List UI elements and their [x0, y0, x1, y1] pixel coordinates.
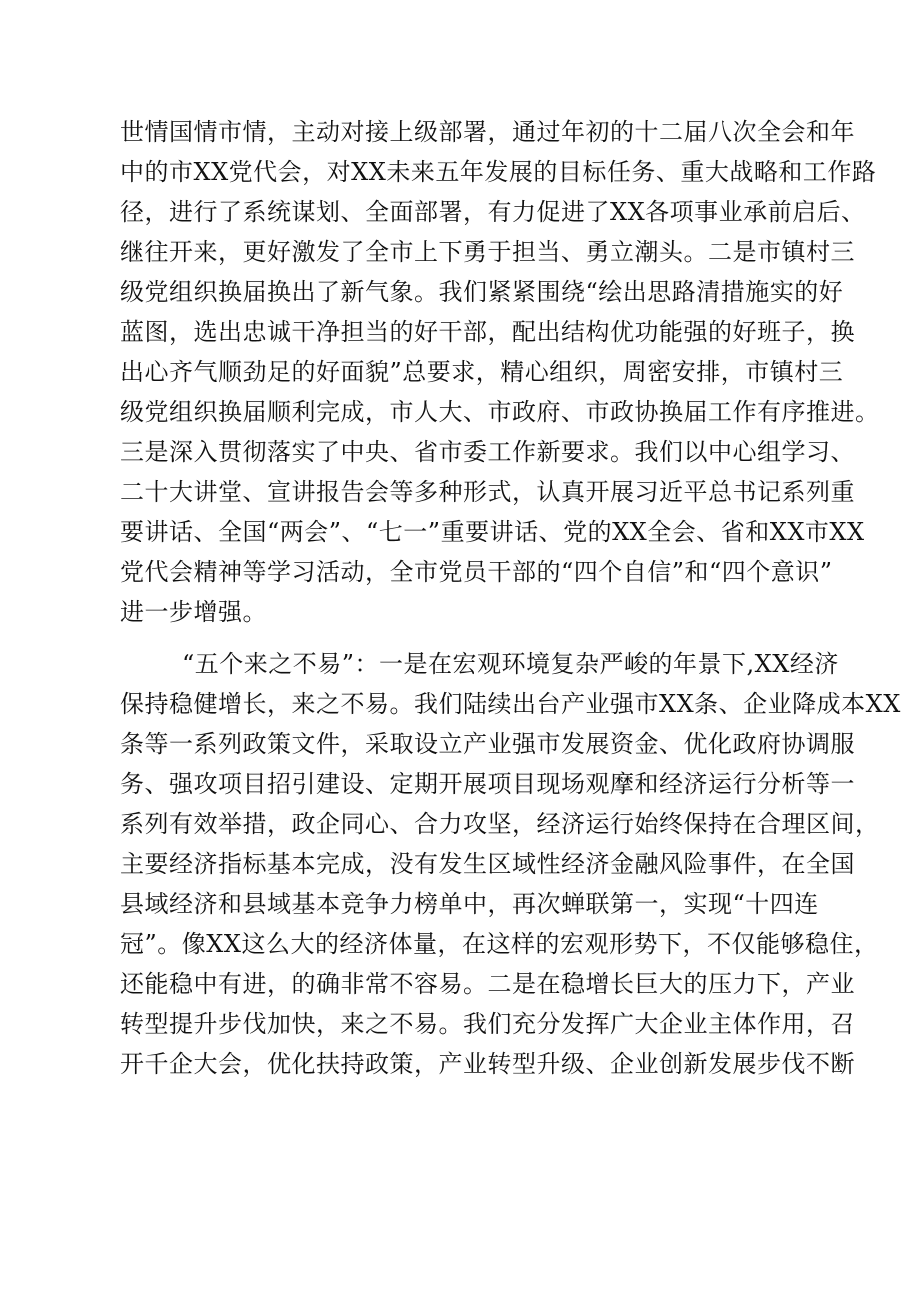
paragraph-line: 冠”。像XX这么大的经济体量，在这样的宏观形势下，不仅能够稳住，: [120, 930, 879, 958]
paragraph-2: [120, 644, 901, 1084]
paragraph-line: 还能稳中有进，的确非常不容易。二是在稳增长巨大的压力下，产业: [120, 970, 855, 998]
paragraph-line: 转型提升步伐加快，来之不易。我们充分发挥广大企业主体作用，召: [120, 1010, 855, 1038]
paragraph-line: 级党组织换届顺利完成，市人大、市政府、市政协换届工作有序推进。: [120, 398, 880, 426]
paragraph-line: 县域经济和县域基本竞争力榜单中，再次蝉联第一，实现“十四连: [120, 890, 819, 918]
paragraph-line: 三是深入贯彻落实了中央、省市委工作新要求。我们以中心组学习、: [120, 438, 855, 466]
paragraph-line: 世情国情市情，主动对接上级部署，通过年初的十二届八次全会和年: [120, 118, 855, 146]
paragraph-1: [120, 112, 880, 632]
paragraph-line: 保持稳健增长，来之不易。我们陆续出台产业强市XX条、企业降成本XX: [120, 690, 901, 718]
paragraph-line: 二十大讲堂、宣讲报告会等多种形式，认真开展习近平总书记系列重: [120, 478, 855, 506]
paragraph-line: 要讲话、全国“两会”、“七一”重要讲话、党的XX全会、省和XX市XX: [120, 518, 865, 546]
paragraph-line: 蓝图，选出忠诚干净担当的好干部，配出结构优功能强的好班子，换: [120, 318, 855, 346]
paragraph-spacer: [120, 632, 810, 644]
paragraph-line: 党代会精神等学习活动，全市党员干部的“四个自信”和“四个意识”: [120, 558, 833, 586]
paragraph-line: 系列有效举措，政企同心、合力攻坚，经济运行始终保持在合理区间，: [120, 810, 880, 838]
paragraph-line: 进一步增强。: [120, 598, 267, 626]
paragraph-line: 径，进行了系统谋划、全面部署，有力促进了XX各项事业承前启后、: [120, 198, 866, 226]
document-body: [120, 112, 901, 1084]
paragraph-line: “五个来之不易”：一是在宏观环境复杂严峻的年景下,XX经济: [182, 650, 839, 678]
paragraph-line: 中的市XX党代会，对XX未来五年发展的目标任务、重大战略和工作路: [120, 158, 877, 186]
paragraph-line: 务、强攻项目招引建设、定期开展项目现场观摩和经济运行分析等一: [120, 770, 855, 798]
paragraph-line: 出心齐气顺劲足的好面貌”总要求，精心组织，周密安排，市镇村三: [120, 358, 844, 386]
paragraph-line: 主要经济指标基本完成，没有发生区域性经济金融风险事件，在全国: [120, 850, 855, 878]
paragraph-line: 继往开来，更好激发了全市上下勇于担当、勇立潮头。二是市镇村三: [120, 238, 855, 266]
paragraph-line: 开千企大会，优化扶持政策，产业转型升级、企业创新发展步伐不断: [120, 1050, 855, 1078]
paragraph-line: 级党组织换届换出了新气象。我们紧紧围绕“绘出思路清措施实的好: [120, 278, 844, 306]
paragraph-line: 条等一系列政策文件，采取设立产业强市发展资金、优化政府协调服: [120, 730, 855, 758]
